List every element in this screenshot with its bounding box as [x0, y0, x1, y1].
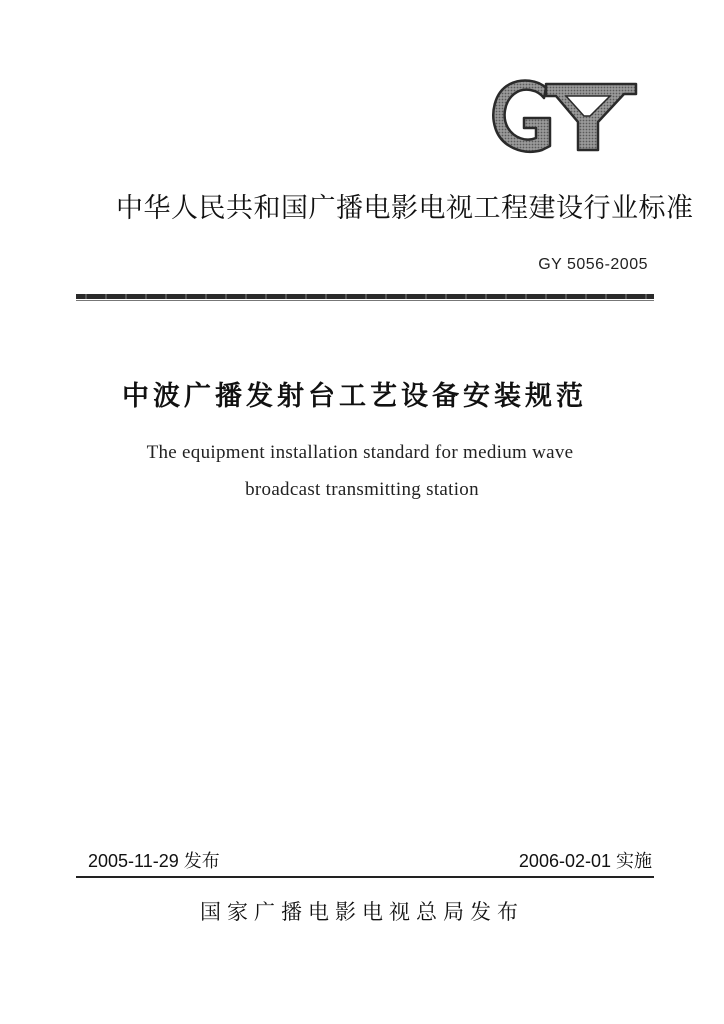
standard-code: GY 5056-2005: [538, 256, 648, 273]
header-divider-thin: [76, 300, 654, 301]
document-title-english-line2: broadcast transmitting station: [245, 479, 479, 500]
industry-standard-heading: 中华人民共和国广播电影电视工程建设行业标准: [116, 193, 694, 224]
issuing-authority: 国家广播电影电视总局发布: [200, 900, 524, 924]
issue-date: 2005-11-29 发布: [88, 851, 220, 871]
header-divider: [76, 294, 654, 299]
document-title-english-line1: The equipment installation standard for medium wave: [146, 442, 574, 463]
implementation-date: 2006-02-01 实施: [518, 851, 652, 871]
document-title-chinese: 中波广播发射台工艺设备安装规范: [122, 381, 587, 412]
footer-divider: [76, 876, 654, 878]
gy-standard-logo-icon: [486, 74, 642, 158]
